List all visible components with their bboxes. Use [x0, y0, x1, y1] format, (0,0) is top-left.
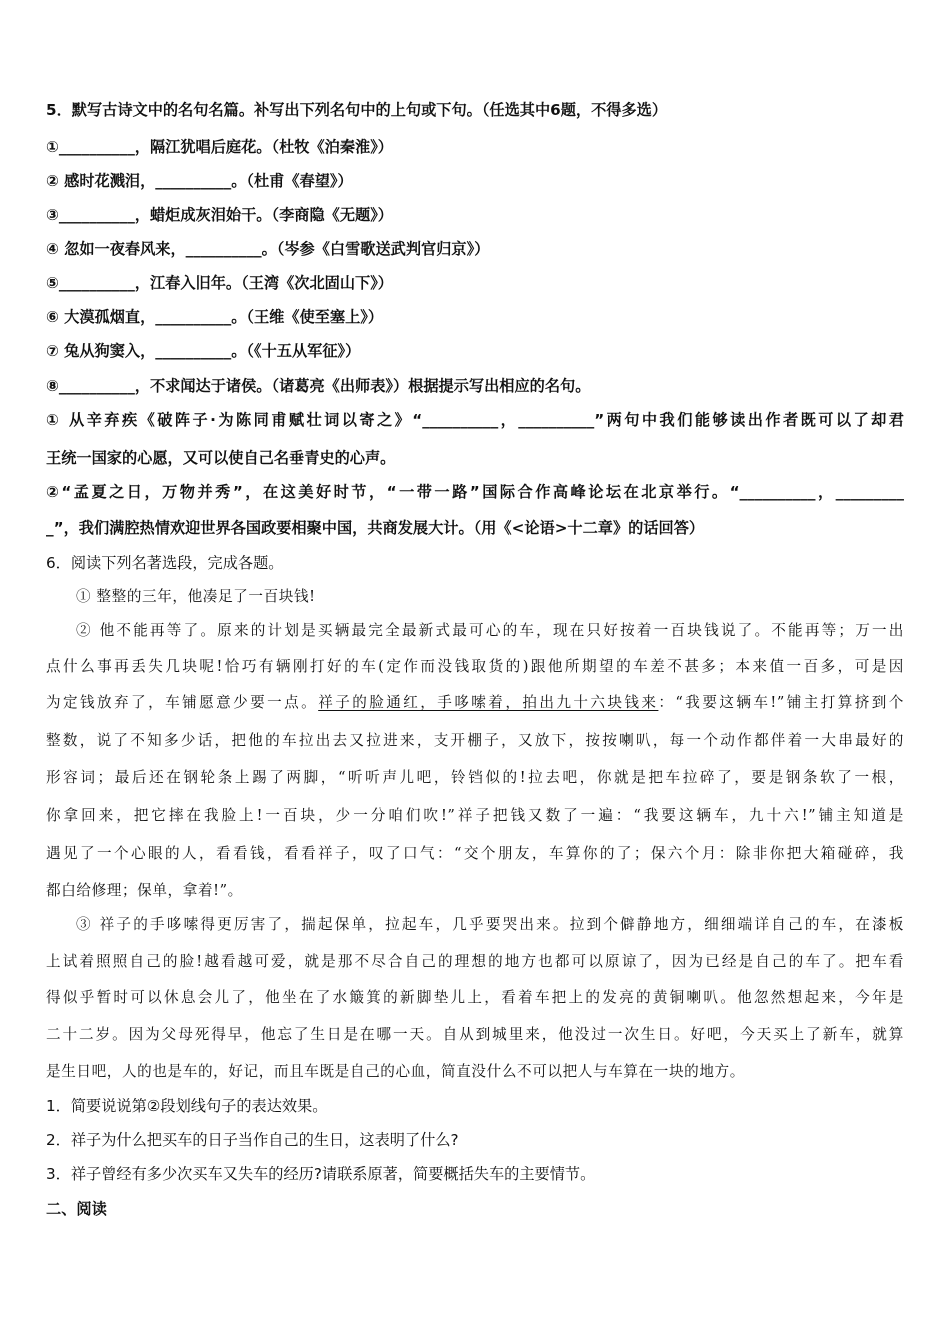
q5-sub2-line2: _”，我们满腔热情欢迎世界各国政要相聚中国，共商发展大计。（用《<论语>十二章》的话回答） — [46, 519, 705, 537]
q5-item-4: ④ 忽如一夜春风来，__________。（岑参《白雪歌送武判官归京》） — [46, 240, 490, 258]
q6-paragraph-1: ① 整整的三年，他凑足了一百块钱! — [76, 588, 316, 605]
q5-title: 5．默写古诗文中的名句名篇。补写出下列名句中的上句或下句。（任选其中6题，不得多选） — [46, 101, 668, 119]
q6-question-3: 3．祥子曾经有多少次买车又失车的经历?请联系原著，简要概括失车的主要情节。 — [46, 1165, 596, 1183]
q6-p2-line8: 都白给修理；保单，拿着!”。 — [46, 882, 243, 899]
q5-item-3: ③__________，蜡炬成灰泪始干。（李商隐《无题》） — [46, 206, 393, 224]
q6-p3-line5: 是生日吧，人的也是车的，好记，而且车既是自己的心血，简直没什么不可以把人与车算在一块的地方。 — [46, 1063, 745, 1080]
q6-p2-line3 — [46, 693, 904, 713]
q5-item-7: ⑦ 兔从狗窦入，__________。（《十五从军征》） — [46, 342, 361, 360]
q6-p2-line7: 遇见了一个心眼的人，看看钱，看看祥子，叹了口气：“交个朋友，车算你的了；保六个月：除非你把大箱碰碎，我 — [46, 845, 904, 862]
q5-item-6: ⑥ 大漠孤烟直，__________。（王维《使至塞上》） — [46, 308, 384, 326]
q6-p2-line6: 你拿回来，把它摔在我脸上!一百块，少一分咱们吹!”祥子把钱又数了一遍：“我要这辆车，九十六!”铺主知道是 — [46, 807, 904, 824]
q6-p2-line3-pre: 为定钱放弃了，车铺愿意少要一点。 — [46, 694, 319, 711]
q5-item-8: ⑧__________，不求闻达于诸侯。（诸葛亮《出师表》）根据提示写出相应的名句。 — [46, 377, 591, 395]
q5-item-1: ①__________，隔江犹唱后庭花。（杜牧《泊秦淮》） — [46, 138, 393, 156]
q6-p2-line1: ② 他不能再等了。原来的计划是买辆最完全最新式最可心的车，现在只好按着一百块钱说了。不能再等；万一出 — [76, 622, 904, 639]
q5-sub2-line1: ②“孟夏之日，万物并秀”，在这美好时节，“一带一路”国际合作高峰论坛在北京举行。“__________，_________ — [46, 483, 904, 501]
q5-item-5: ⑤__________，江春入旧年。（王湾《次北固山下》） — [46, 274, 393, 292]
q6-p3-line3: 得似乎暂时可以休息会儿了，他坐在了水簸箕的新脚垫儿上，看着车把上的发亮的黄铜喇叭。他忽然想起来，今年是 — [46, 989, 904, 1006]
q6-p3-line2: 上试着照照自己的脸!越看越可爱，就是那不尽合自己的理想的地方也都可以原谅了，因为已经是自己的车了。把车看 — [46, 953, 904, 970]
q6-question-1: 1．简要说说第②段划线句子的表达效果。 — [46, 1097, 328, 1115]
q6-p3-line4: 二十二岁。因为父母死得早，他忘了生日是在哪一天。自从到城里来，他没过一次生日。好吧，今天买上了新车，就算 — [46, 1026, 904, 1043]
q6-p2-line5: 形容词；最后还在钢轮条上踢了两脚，“听听声儿吧，铃铛似的!拉去吧，你就是把车拉碎了，要是钢条软了一根， — [46, 769, 904, 786]
q6-title: 6．阅读下列名著选段，完成各题。 — [46, 554, 284, 572]
q5-sub1-line1: ① 从辛弃疾《破阵子·为陈同甫赋壮词以寄之》“__________，__________”两句中我们能够读出作者既可以了却君 — [46, 411, 904, 429]
q6-p2-line3-post: ：“我要这辆车!”铺主打算挤到个 — [658, 694, 904, 711]
q5-sub1-line2: 王统一国家的心愿，又可以使自己名垂青史的心声。 — [46, 449, 396, 467]
q6-p3-line1: ③ 祥子的手哆嗦得更厉害了，揣起保单，拉起车，几乎要哭出来。拉到个僻静地方，细细端详自己的车，在漆板 — [76, 916, 904, 933]
section-title-reading: 二、阅读 — [46, 1200, 107, 1218]
q6-question-2: 2．祥子为什么把买车的日子当作自己的生日，这表明了什么? — [46, 1131, 459, 1149]
underlined-sentence: 祥子的脸通红，手哆嗦着，拍出九十六块钱来 — [318, 694, 659, 711]
q6-p2-line2: 点什么事再丢失几块呢!恰巧有辆刚打好的车(定作而没钱取货的)跟他所期望的车差不甚多；本来值一百多，可是因 — [46, 658, 904, 675]
q6-p2-line4: 整数，说了不知多少话，把他的车拉出去又拉进来，支开棚子，又放下，按按喇叭，每一个动作都伴着一大串最好的 — [46, 732, 904, 749]
q5-item-2: ② 感时花溅泪，__________。（杜甫《春望》） — [46, 172, 353, 190]
